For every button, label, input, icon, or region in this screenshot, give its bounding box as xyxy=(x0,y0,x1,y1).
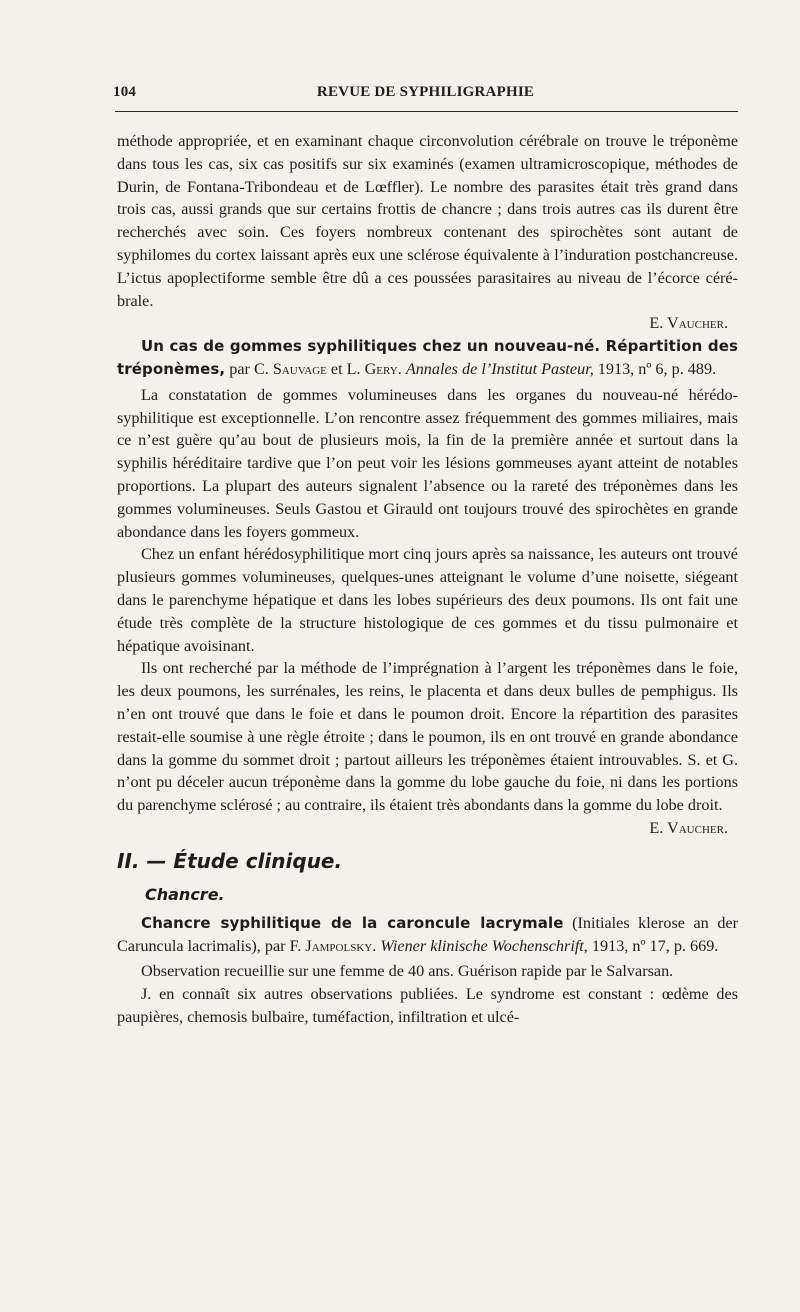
running-header xyxy=(113,84,738,104)
abstract-signature: E. Vaucher. xyxy=(649,314,728,333)
article-reference: 1913, nº 17, p. 669. xyxy=(587,936,719,955)
article-dot: . xyxy=(372,936,381,955)
article-journal: Wiener klinische Wochenschrift, xyxy=(380,936,588,955)
journal-title: REVUE DE SYPHILIGRAPHIE xyxy=(316,84,535,100)
article-title: Chancre syphilitique de la caroncule lacrymale xyxy=(141,913,564,932)
article-author: L. Gery xyxy=(346,359,398,378)
article-reference: 1913, nº 6, p. 489. xyxy=(593,359,717,378)
header-rule xyxy=(115,111,738,112)
article-heading xyxy=(117,335,738,381)
paragraph: Chez un enfant hérédosyphilitique mort cinq jours après sa naissance, les auteurs ont trouvé plusieurs gommes volumineuses, quelques-unes atteignant le volume d’une noisette, siégeant dans le parenchyme hépatique et dans les lobes supérieurs des deux poumons. Ils ont fait une étude très complète de la structure histologique de ces gommes et du tissu pulmonaire et hépatique avoisinant. xyxy=(117,545,738,655)
article-subtitle: (Initiales klerose an der Caruncula lacrimalis), par xyxy=(117,913,738,955)
article-author: F. Jampolsky xyxy=(289,936,373,955)
article-dot: . xyxy=(397,359,406,378)
paragraph: J. en connaît six autres observations publiées. Le syndrome est constant : œdème des paupières, chemosis bulbaire, tuméfaction, infiltration et ulcé- xyxy=(117,985,738,1026)
paragraph: Ils ont recherché par la méthode de l’imprégnation à l’argent les tréponèmes dans le foie, les deux poumons, les surrénales, les reins, le placenta et dans deux bulles de pemphigus. Ils n’en ont trouvé que dans le foie et dans le poumon droit. Encore la répartition des parasites restait-elle soumise à une règle étroite ; dans le poumon, ils en ont trouvé en grande abondance dans la gomme du sommet droit ; partout ailleurs les tréponèmes étaient introuvables. S. et G. n’ont pu déceler aucun tréponème dans la gomme du lobe gauche du foie, ni dans les portions du parenchyme sclérosé ; au contraire, ils étaient très abondants dans la gomme du lobe droit. xyxy=(117,659,738,815)
paragraph: La constatation de gommes volumineuses dans les organes du nouveau-né hérédo-syphilitique est exceptionnelle. L’on rencontre assez fréquemment des gommes miliaires, mais ce n’est guère qu’au bout de plusieurs mois, la fin de la première année et surtout dans la syphilis héréditaire tardive que l’on peut voir les lésions gommeuses ayant atteint de notables proportions. La plupart des auteurs signalent l’absence ou la rareté des tréponèmes dans les gommes volumineuses. Seuls Gastou et Girauld ont toujours trouvé des spirochètes en grande abondance dans les foyers gommeux. xyxy=(117,385,738,541)
article-heading xyxy=(117,912,738,958)
abstract-continuation: méthode appropriée, et en examinant chaque circonvolution cérébrale on trouve le tréponème dans tous les cas, six cas positifs sur six examinés (examen ultramicroscopique, méthodes de Durin, de Fontana-Tribondeau et de Lœffler). Le nombre des parasites était très grand dans trois cas, aussi grands que sur certains frottis de chancre ; dans trois autres cas ils durent être recherchés avec soin. Ces foyers nombreux contenant des spirochètes sont autant de syphilomes du cortex laissant après eux une sclérose équivalente à l’induration postchancreuse. L’ictus apoplectiforme semble être dû a ces poussées parasitaires au niveau de l’écorce céré-brale. xyxy=(117,132,738,310)
page-body xyxy=(117,130,738,1029)
article-journal: Annales de l’Institut Pasteur, xyxy=(405,359,594,378)
section-heading: II. — Étude clinique. xyxy=(117,848,343,873)
article-signature: E. Vaucher. xyxy=(649,818,728,837)
article-by: par xyxy=(225,359,254,378)
page-number: 104 xyxy=(113,84,137,100)
subsection-heading: Chancre. xyxy=(145,884,225,904)
article-title: Un cas de gommes syphilitiques chez un nouveau-né. Répartition des tréponèmes, xyxy=(117,337,738,378)
paragraph: Observation recueillie sur une femme de 40 ans. Guérison rapide par le Salvarsan. xyxy=(141,962,674,981)
article-author: C. Sauvage xyxy=(253,359,327,378)
article-and: et xyxy=(326,359,347,378)
